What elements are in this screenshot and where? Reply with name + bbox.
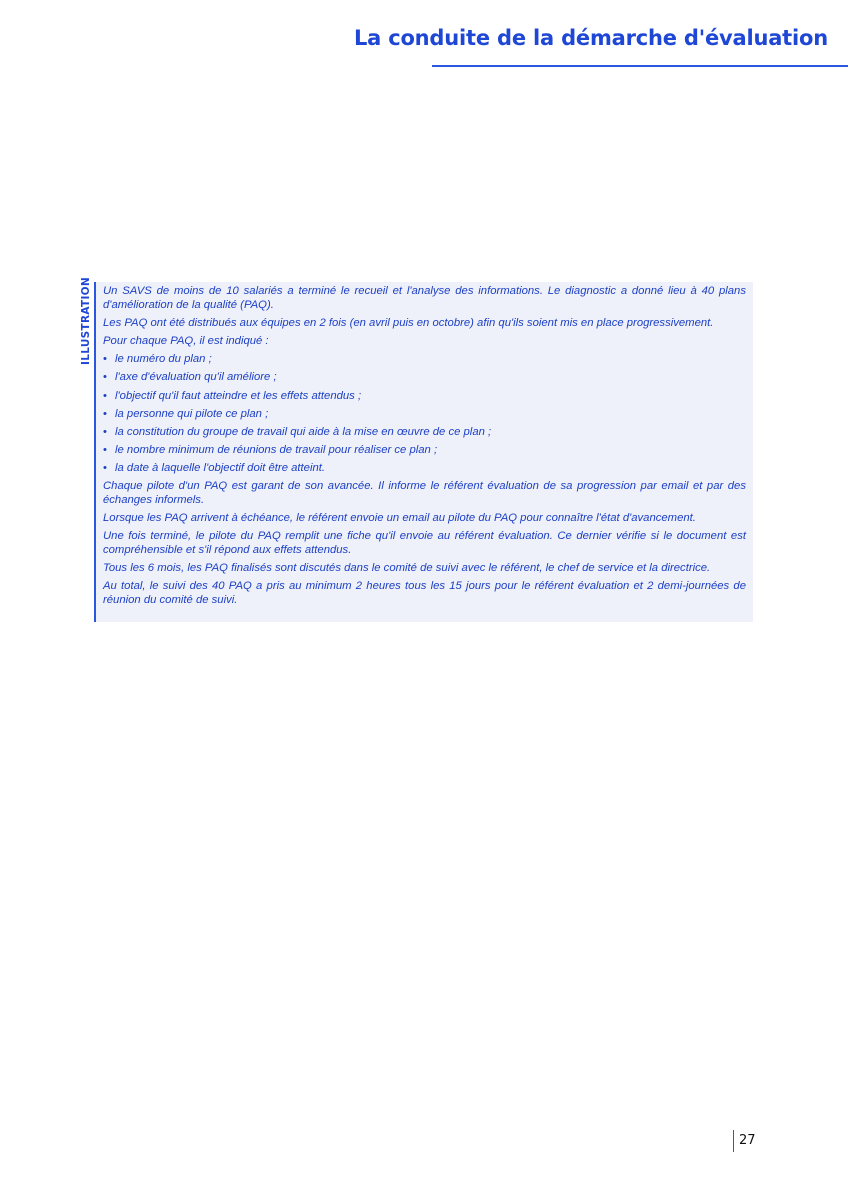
bullet-icon: •: [103, 444, 107, 457]
bullet-list: [103, 353, 746, 476]
intro-paragraph: Les PAQ ont été distribués aux équipes en 2 fois (en avril puis en octobre) afin qu'ils soient mis en place progressivement.: [103, 316, 714, 329]
bullet-item: [103, 371, 746, 385]
bullet-icon: •: [103, 425, 107, 438]
bullet-item: [103, 390, 746, 404]
closing-paragraph: Lorsque les PAQ arrivent à échéance, le référent envoie un email au pilote du PAQ pour connaître l'état d'avancement.: [103, 512, 696, 525]
intro-paragraph: Pour chaque PAQ, il est indiqué :: [103, 334, 269, 347]
illustration-label-text: ILLUSTRATION: [80, 277, 92, 365]
bullet-text: la personne qui pilote ce plan ;: [115, 407, 269, 420]
page-number-bar: [733, 1130, 734, 1152]
header-rule: [432, 65, 848, 67]
closing-paragraph: Une fois terminé, le pilote du PAQ remplit une fiche qu'il envoie au référent évaluation. Ce dernier vérifie si le document est compréhensible et s'il répond aux effets attendus.: [103, 530, 746, 557]
intro-paragraph: Un SAVS de moins de 10 salariés a terminé le recueil et l'analyse des informations. Le diagnostic a donné lieu à 40 plans d'amélioration de la qualité (PAQ).: [103, 285, 746, 311]
bullet-item: [103, 408, 746, 422]
bullet-icon: •: [103, 389, 107, 402]
bullet-text: le nombre minimum de réunions de travail pour réaliser ce plan ;: [115, 444, 438, 457]
bullet-text: la date à laquelle l'objectif doit être atteint.: [115, 462, 326, 475]
bullet-item: [103, 353, 746, 367]
bullet-icon: •: [103, 371, 107, 384]
bullet-icon: •: [103, 353, 107, 366]
closing-paragraph: Tous les 6 mois, les PAQ finalisés sont discutés dans le comité de suivi avec le référent, le chef de service et la directrice.: [103, 562, 711, 575]
bullet-text: le numéro du plan ;: [115, 353, 212, 366]
page-title: La conduite de la démarche d'évaluation: [353, 26, 828, 50]
closing-paragraph: Au total, le suivi des 40 PAQ a pris au minimum 2 heures tous les 15 jours pour le référent évaluation et 2 demi-journées de réunion du comité de suivi.: [103, 580, 746, 606]
illustration-box: [94, 282, 753, 622]
illustration-label: [80, 278, 92, 364]
bullet-icon: •: [103, 407, 107, 420]
bullet-item: [103, 444, 746, 458]
bullet-item: [103, 462, 746, 476]
bullet-text: la constitution du groupe de travail qui aide à la mise en œuvre de ce plan ;: [115, 425, 492, 438]
bullet-text: l'objectif qu'il faut atteindre et les effets attendus ;: [115, 389, 362, 402]
bullet-item: [103, 426, 746, 440]
page-number: 27: [739, 1133, 756, 1148]
bullet-text: l'axe d'évaluation qu'il améliore ;: [115, 371, 277, 384]
bullet-icon: •: [103, 462, 107, 475]
closing-paragraph: Chaque pilote d'un PAQ est garant de son avancée. Il informe le référent évaluation de sa progression par email et par des échanges informels.: [103, 480, 746, 507]
